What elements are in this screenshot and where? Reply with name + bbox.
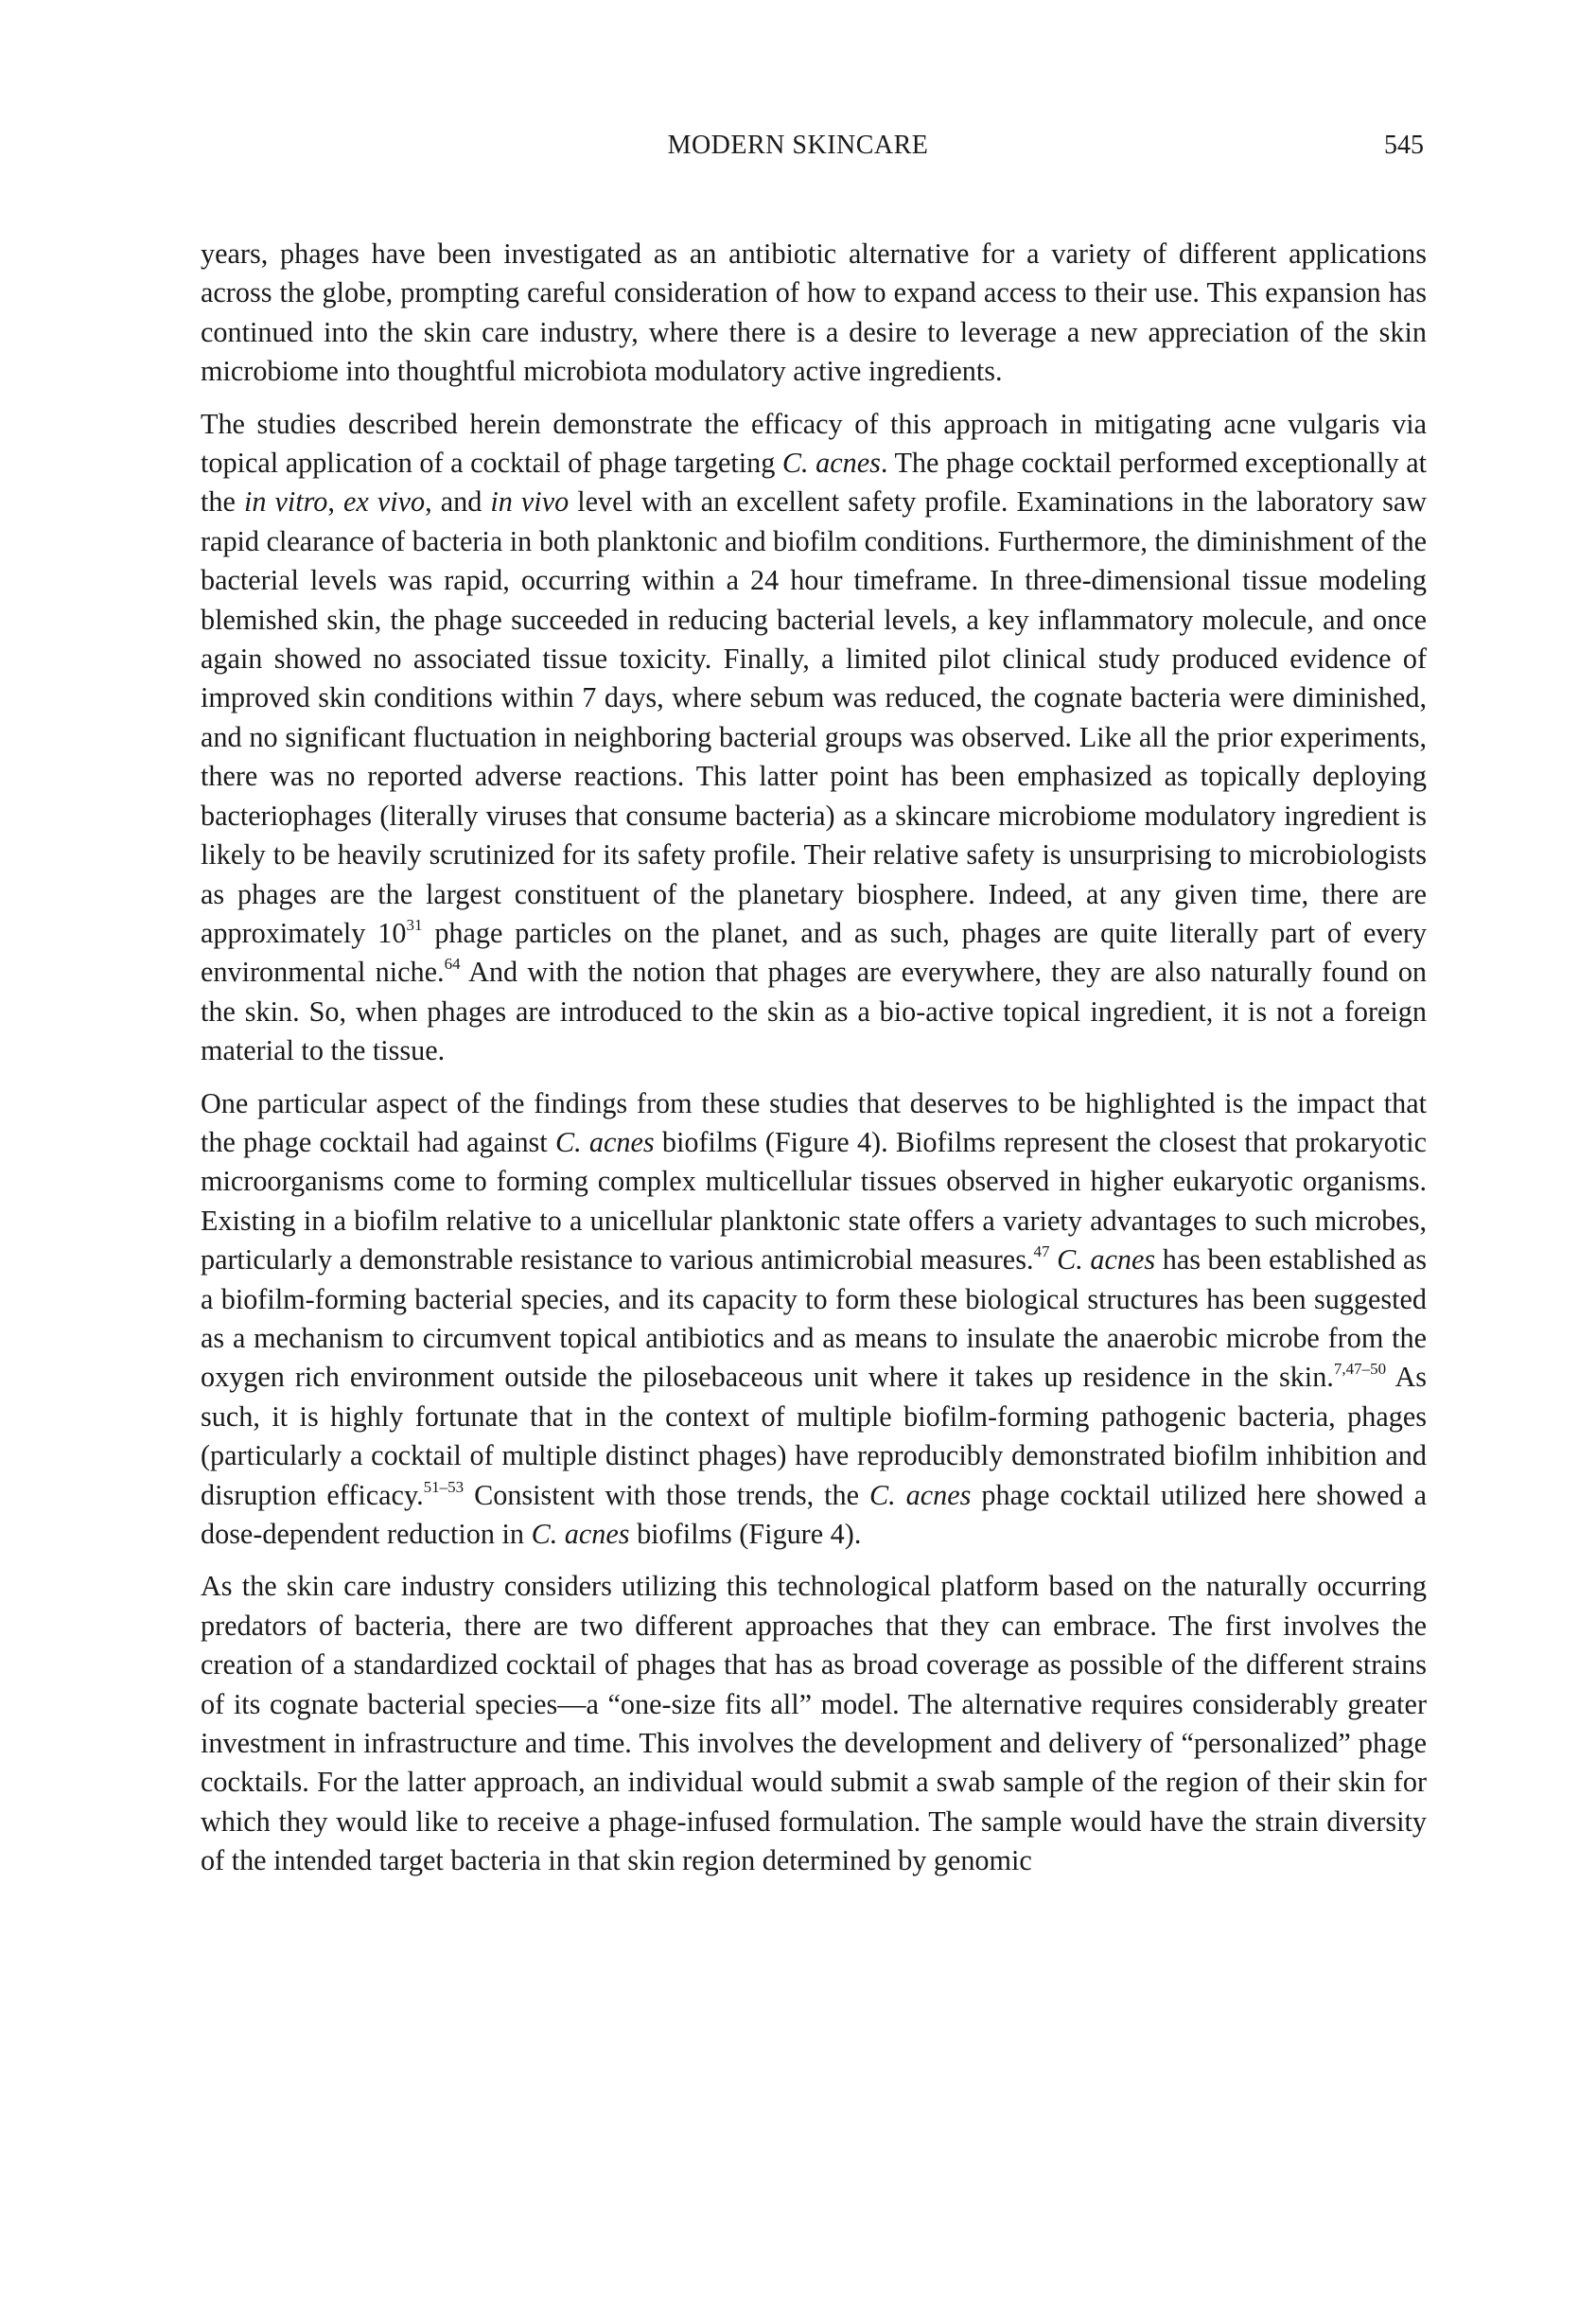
body-text — [201, 235, 1427, 1894]
citation-superscript: 64 — [444, 955, 461, 974]
running-title: MODERN SKINCARE — [667, 131, 929, 160]
italic-term: C. acnes — [781, 447, 881, 480]
page-number: 545 — [1384, 131, 1424, 160]
citation-superscript: 7,47–50 — [1333, 1360, 1387, 1379]
italic-term: ex vivo — [342, 485, 426, 519]
italic-term: C. acnes — [554, 1125, 655, 1158]
italic-term: in vitro — [243, 485, 328, 519]
paragraph-4: As the skin care industry considers utilizing this technological platform based on the naturally occurring predators of bacteria, there are two different approaches that they can embrace. The first involves the creation of a standardized cocktail of phages that has as broad coverage as possible of the different strains of its cognate bacterial species—a “one-size fits all” model. The alternative requires considerably greater investment in infrastructure and time. This involves the development and delivery of “personalized” phage cocktails. For the latter approach, an individual would submit a swab sample of the region of their skin for which they would like to receive a phage-infused formulation. The sample would have the strain diversity of the intended target bacteria in that skin region determined by genomic — [201, 1570, 1427, 1877]
paragraph-3: One particular aspect of the findings from these studies that deserves to be highlighted is the impact that the phage cocktail had against C. acnes biofilms (Figure 4). Biofilms represent the closest that prokaryotic microorganisms come to forming complex multicellular tissues observed in higher eukaryotic organisms. Existing in a biofilm relative to a unicellular planktonic state offers a variety advantages to such microbes, particularly a demonstrable resistance to various antimicrobial measures.$^{47}$ C. acnes has been established as a biofilm-forming bacterial species, and its capacity to form these biological structures has been suggested as a mechanism to circumvent topical antibiotics and as means to insulate the anaerobic microbe from the oxygen rich environment outside the pilosebaceous unit where it takes up residence in the skin.$^{7,47-50}$ As such, it is highly fortunate that in the context of multiple biofilm-forming pathogenic bacteria, phages (particularly a cocktail of multiple distinct phages) have reproducibly demonstrated biofilm inhibition and disruption efficacy.$^{51-53}$ Consistent with those trends, the C. acnes phage cocktail utilized here showed a dose-dependent reduction in C. acnes biofilms (Figure 4). — [201, 1086, 1428, 1550]
paragraph-2: The studies described herein demonstrate the efficacy of this approach in mitigating acne vulgaris via topical application of a cocktail of phage targeting C. acnes. The phage cocktail performed exceptionally at the in vitro, ex vivo, and in vivo level with an excellent safety profile. Examinations in the laboratory saw rapid clearance of bacteria in both planktonic and biofilm conditions. Furthermore, the diminishment of the bacterial levels was rapid, occurring within a 24 hour timeframe. In three-dimensional tissue modeling blemished skin, the phage succeeded in reducing bacterial levels, a key inflammatory molecule, and once again showed no associated tissue toxicity. Finally, a limited pilot clinical study produced evidence of improved skin conditions within 7 days, where sebum was reduced, the cognate bacteria were diminished, and no significant fluctuation in neighboring bacterial groups was observed. Like all the prior experiments, there was no reported adverse reactions. This latter point has been emphasized as topically deploying bacteriophages (literally viruses that consume bacteria) as a skincare microbiome modulatory ingredient is likely to be heavily scrutinized for its safety profile. Their relative safety is unsurprising to microbiologists as phages are the largest constituent of the planetary biosphere. Indeed, at any given time, there are approximately $10^{31}$ phage particles on the planet, and as such, phages are quite literally part of every environmental niche.$^{64}$ And with the notion that phages are everywhere, they are also naturally found on the skin. So, when phages are introduced to the skin as a bio-active topical ingredient, it is not a foreign material to the tissue. — [201, 407, 1428, 1067]
italic-term: in vivo — [490, 485, 570, 519]
italic-term: C. acnes — [531, 1518, 630, 1550]
italic-term: C. acnes — [1057, 1243, 1156, 1276]
paragraph-1: years, phages have been investigated as an antibiotic alternative for a variety of different applications across the globe, prompting careful consideration of how to expand access to their use. This expansion has continued into the skin care industry, where there is a desire to leverage a new appreciation of the skin microbiome into thoughtful microbiota modulatory active ingredients. — [201, 238, 1427, 388]
citation-superscript: 51–53 — [423, 1477, 465, 1496]
running-header — [0, 131, 1596, 168]
italic-term: C. acnes — [869, 1478, 972, 1511]
citation-superscript: 31 — [406, 915, 423, 934]
citation-superscript: 47 — [1033, 1242, 1050, 1261]
